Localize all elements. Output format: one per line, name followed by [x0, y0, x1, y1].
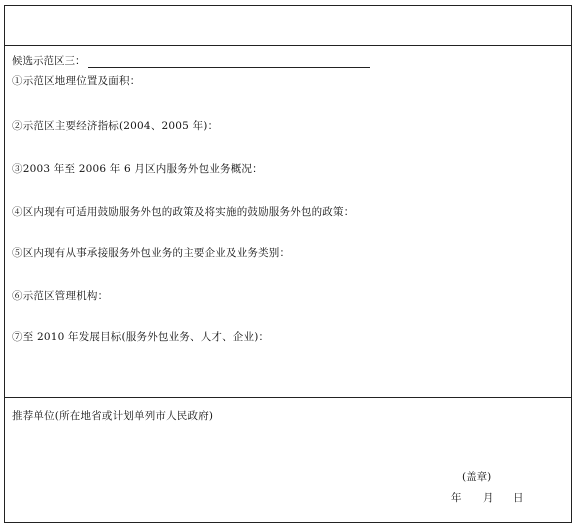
- candidate-zone-fill-line[interactable]: [88, 56, 370, 68]
- item-outsourcing-overview: ③2003 年至 2006 年 6 月区内服务外包业务概况：: [12, 163, 263, 175]
- candidate-zone-label: 候选示范区三：: [12, 55, 86, 67]
- recommender-label: 推荐单位(所在地省或计划单列市人民政府): [12, 410, 214, 422]
- recommender-divider: [5, 397, 571, 398]
- item-location-area: ①示范区地理位置及面积：: [12, 75, 141, 87]
- candidate-zone-row: [12, 54, 370, 68]
- seal-label: (盖章): [462, 471, 492, 483]
- date-year-label: 年: [451, 492, 462, 504]
- item-main-enterprises: ⑤区内现有从事承接服务外包业务的主要企业及业务类别：: [12, 247, 291, 259]
- item-policies: ④区内现有可适用鼓励服务外包的政策及将实施的鼓励服务外包的政策：: [12, 206, 355, 218]
- item-management-body: ⑥示范区管理机构：: [12, 290, 109, 302]
- item-economic-indicators: ②示范区主要经济指标(2004、2005 年)：: [12, 120, 219, 132]
- date-month-label: 月: [483, 492, 494, 504]
- date-row: [451, 490, 524, 505]
- header-divider: [5, 45, 571, 46]
- item-development-goals: ⑦至 2010 年发展目标(服务外包业务、人才、企业)：: [12, 331, 270, 343]
- form-table: [4, 5, 572, 523]
- date-day-label: 日: [513, 492, 524, 504]
